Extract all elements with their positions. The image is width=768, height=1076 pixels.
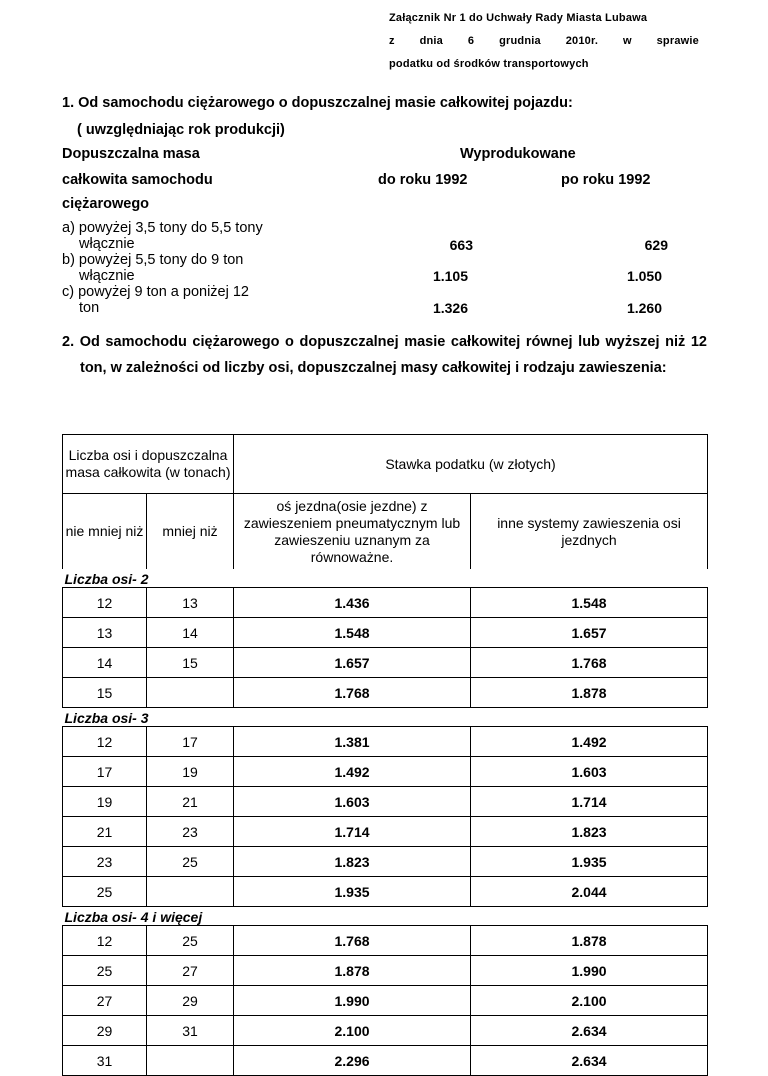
- cell-rate-other: 1.823: [471, 817, 708, 847]
- section2-title-text: 2. Od samochodu ciężarowego o dopuszczalnej masie całkowitej równej lub wyższej niż 12 ton, w zależności od liczby osi, dopuszczalnej masy całkowitej i rodzaju zawieszenia:: [62, 334, 707, 376]
- table-row: [63, 877, 708, 907]
- cell-rate-other: 1.603: [471, 757, 708, 787]
- cell-rate-pneumatic: 1.823: [234, 847, 471, 877]
- section1-row-b-after: 1.050: [626, 268, 662, 284]
- cell-max-tons: 25: [147, 847, 234, 877]
- section1-subtitle: ( uwzględniając rok produkcji): [77, 122, 285, 138]
- cell-rate-pneumatic: 1.492: [234, 757, 471, 787]
- row-label-cont: ton: [79, 300, 100, 316]
- table-row: [63, 727, 708, 757]
- head-max: mniej niż: [147, 494, 234, 570]
- axle-group-label: Liczba osi- 3: [64, 710, 149, 726]
- cell-max-tons: 13: [147, 588, 234, 618]
- table-row: [63, 787, 708, 817]
- cell-min-tons: 19: [63, 787, 147, 817]
- cell-rate-pneumatic: 2.100: [234, 1016, 471, 1046]
- rates-table: [62, 434, 708, 1076]
- cell-min-tons: 17: [63, 757, 147, 787]
- cell-min-tons: 31: [63, 1046, 147, 1076]
- cell-rate-pneumatic: 1.935: [234, 877, 471, 907]
- cell-rate-other: 1.492: [471, 727, 708, 757]
- cell-min-tons: 13: [63, 618, 147, 648]
- cell-max-tons: 14: [147, 618, 234, 648]
- cell-max-tons: 19: [147, 757, 234, 787]
- section1-produced-header: Wyprodukowane: [460, 146, 576, 162]
- table-row: [63, 926, 708, 956]
- section1-col-after: po roku 1992: [561, 172, 651, 188]
- header-word: 6: [467, 35, 475, 47]
- cell-min-tons: 25: [63, 956, 147, 986]
- table-row: [63, 956, 708, 986]
- table-row: [63, 847, 708, 877]
- section1-row-c-until: 1.326: [432, 300, 468, 316]
- section1-row-a-after: 629: [644, 237, 668, 253]
- cell-max-tons: [147, 877, 234, 907]
- cell-rate-pneumatic: 1.878: [234, 956, 471, 986]
- header-word: w: [622, 35, 632, 47]
- axle-group-label: Liczba osi- 2: [64, 571, 149, 587]
- cell-rate-pneumatic: 1.714: [234, 817, 471, 847]
- annex-header-line1: Załącznik Nr 1 do Uchwały Rady Miasta Lubawa: [389, 12, 648, 24]
- cell-max-tons: 15: [147, 648, 234, 678]
- head-rate: Stawka podatku (w złotych): [234, 435, 708, 494]
- cell-max-tons: 23: [147, 817, 234, 847]
- cell-rate-pneumatic: 1.990: [234, 986, 471, 1016]
- axle-group-row: [63, 569, 708, 588]
- row-label: c) powyżej 9 ton a poniżej 12: [62, 284, 249, 300]
- cell-rate-other: 1.878: [471, 926, 708, 956]
- cell-min-tons: 12: [63, 926, 147, 956]
- cell-rate-pneumatic: 1.657: [234, 648, 471, 678]
- section1-row-b: [62, 252, 243, 284]
- cell-rate-other: 1.990: [471, 956, 708, 986]
- cell-max-tons: 27: [147, 956, 234, 986]
- cell-max-tons: 29: [147, 986, 234, 1016]
- cell-rate-other: 1.768: [471, 648, 708, 678]
- header-word: 2010r.: [565, 35, 599, 47]
- axle-group-row: [63, 708, 708, 727]
- section1-label-mass: Dopuszczalna masa: [62, 146, 200, 162]
- header-word: sprawie: [656, 35, 699, 47]
- cell-rate-other: 1.878: [471, 678, 708, 708]
- section1-row-c: [62, 284, 249, 316]
- table-subheader-row: [63, 494, 708, 570]
- cell-rate-pneumatic: 2.296: [234, 1046, 471, 1076]
- cell-rate-pneumatic: 1.603: [234, 787, 471, 817]
- cell-min-tons: 15: [63, 678, 147, 708]
- table-row: [63, 588, 708, 618]
- head-pneumatic: oś jezdna(osie jezdne) z zawieszeniem pneumatycznym lub zawieszeniu uznanym za równoważne.: [234, 494, 471, 570]
- cell-min-tons: 21: [63, 817, 147, 847]
- header-word: dnia: [419, 35, 443, 47]
- cell-rate-other: 1.548: [471, 588, 708, 618]
- cell-max-tons: [147, 678, 234, 708]
- cell-rate-other: 2.634: [471, 1046, 708, 1076]
- cell-rate-pneumatic: 1.381: [234, 727, 471, 757]
- annex-header-line3: podatku od środków transportowych: [389, 58, 589, 70]
- section1-row-a-until: 663: [449, 237, 473, 253]
- table-row: [63, 678, 708, 708]
- cell-min-tons: 25: [63, 877, 147, 907]
- section1-row-b-until: 1.105: [432, 268, 468, 284]
- cell-rate-pneumatic: 1.436: [234, 588, 471, 618]
- cell-rate-other: 1.935: [471, 847, 708, 877]
- table-row: [63, 757, 708, 787]
- cell-max-tons: [147, 1046, 234, 1076]
- cell-rate-pneumatic: 1.768: [234, 678, 471, 708]
- cell-rate-pneumatic: 1.768: [234, 926, 471, 956]
- section1-row-a: [62, 220, 263, 252]
- cell-min-tons: 14: [63, 648, 147, 678]
- table-row: [63, 817, 708, 847]
- cell-max-tons: 25: [147, 926, 234, 956]
- section1-row-c-after: 1.260: [626, 300, 662, 316]
- axle-group-label: Liczba osi- 4 i więcej: [64, 909, 203, 925]
- cell-rate-other: 2.044: [471, 877, 708, 907]
- cell-rate-other: 1.657: [471, 618, 708, 648]
- cell-rate-other: 2.100: [471, 986, 708, 1016]
- head-min: nie mniej niż: [63, 494, 147, 570]
- section1-col-until: do roku 1992: [378, 172, 468, 188]
- cell-min-tons: 27: [63, 986, 147, 1016]
- cell-rate-other: 2.634: [471, 1016, 708, 1046]
- cell-max-tons: 21: [147, 787, 234, 817]
- cell-min-tons: 12: [63, 727, 147, 757]
- cell-rate-other: 1.714: [471, 787, 708, 817]
- section1-label-truck: ciężarowego: [62, 196, 150, 212]
- row-label-cont: włącznie: [79, 236, 135, 252]
- table-row: [63, 986, 708, 1016]
- cell-min-tons: 12: [63, 588, 147, 618]
- table-row: [63, 618, 708, 648]
- cell-rate-pneumatic: 1.548: [234, 618, 471, 648]
- cell-min-tons: 29: [63, 1016, 147, 1046]
- annex-header-line2: [389, 35, 699, 47]
- cell-max-tons: 17: [147, 727, 234, 757]
- row-label: b) powyżej 5,5 tony do 9 ton: [62, 252, 244, 268]
- table-header-row: [63, 435, 708, 494]
- table-row: [63, 648, 708, 678]
- header-word: z: [389, 35, 395, 47]
- row-label: a) powyżej 3,5 tony do 5,5 tony: [62, 220, 263, 236]
- section2-title: [62, 329, 707, 381]
- table-row: [63, 1016, 708, 1046]
- table-row: [63, 1046, 708, 1076]
- header-word: grudnia: [499, 35, 541, 47]
- section1-title: 1. Od samochodu ciężarowego o dopuszczalnej masie całkowitej pojazdu:: [62, 95, 573, 111]
- row-label-cont: włącznie: [79, 268, 135, 284]
- section1-label-total: całkowita samochodu: [62, 172, 213, 188]
- cell-max-tons: 31: [147, 1016, 234, 1046]
- head-other: inne systemy zawieszenia osi jezdnych: [471, 494, 708, 570]
- axle-group-row: [63, 907, 708, 926]
- cell-min-tons: 23: [63, 847, 147, 877]
- head-axes: Liczba osi i dopuszczalna masa całkowita (w tonach): [63, 435, 234, 494]
